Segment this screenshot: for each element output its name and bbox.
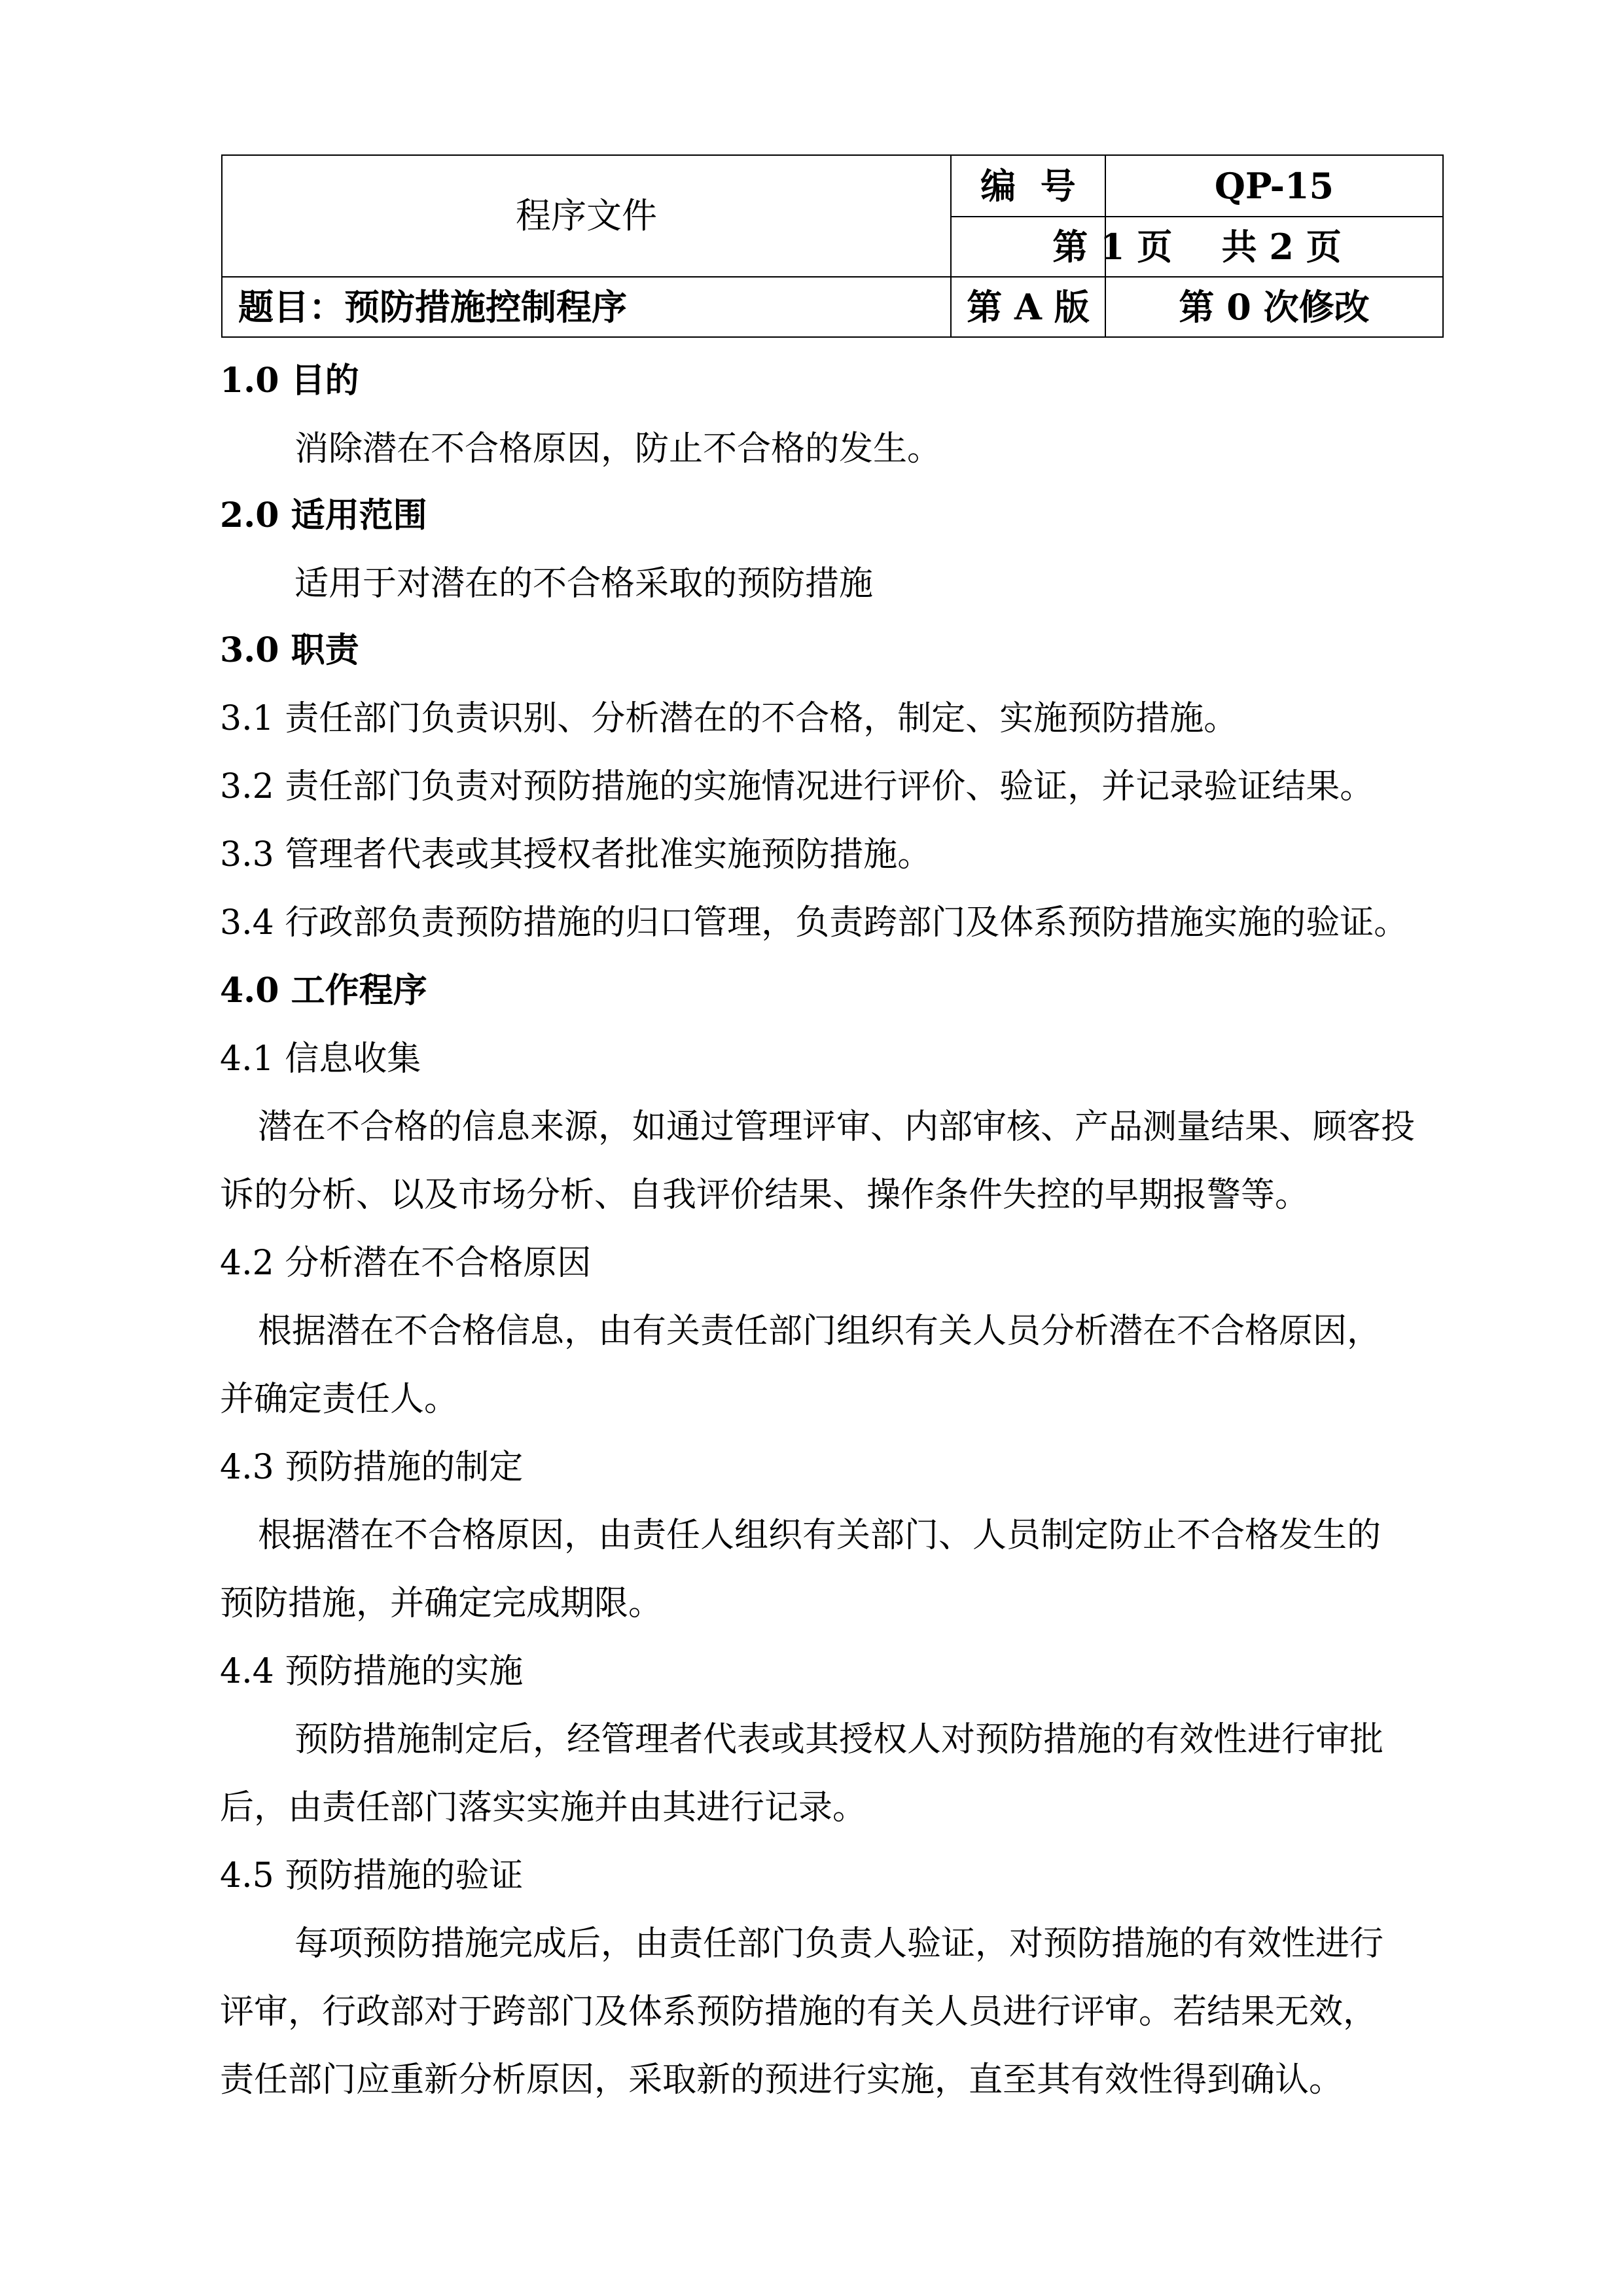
- paragraph: 适用于对潜在的不合格采取的预防措施: [294, 564, 874, 603]
- paragraph: 根据潜在不合格原因，由责任人组织有关部门、人员制定防止不合格发生的: [258, 1516, 1382, 1555]
- section-title: 1.0 目的: [220, 361, 359, 401]
- number-value: QP-15: [1214, 165, 1334, 207]
- page-info: 第 1 页 共 2 页: [1052, 226, 1342, 268]
- list-item: 3.2 责任部门负责对预防措施的实施情况进行评价、验证，并记录验证结果。: [220, 767, 1374, 806]
- paragraph: 后，由责任部门落实实施并由其进行记录。: [220, 1788, 867, 1827]
- paragraph: 每项预防措施完成后，由责任部门负责人验证，对预防措施的有效性进行: [294, 1924, 1384, 1964]
- paragraph: 诉的分析、以及市场分析、自我评价结果、操作条件失控的早期报警等。: [220, 1175, 1310, 1215]
- number-label: 编 号: [980, 165, 1076, 207]
- list-item: 3.3 管理者代表或其授权者批准实施预防措施。: [220, 835, 932, 874]
- list-item: 3.1 责任部门负责识别、分析潜在的不合格，制定、实施预防措施。: [220, 699, 1238, 738]
- paragraph: 预防措施，并确定完成期限。: [220, 1584, 663, 1623]
- paragraph: 预防措施制定后，经管理者代表或其授权人对预防措施的有效性进行审批: [294, 1720, 1384, 1759]
- doc-type: 程序文件: [516, 195, 657, 236]
- subsection-title: 4.1 信息收集: [220, 1039, 421, 1079]
- section-title: 3.0 职责: [220, 630, 359, 670]
- revision: 第 0 次修改: [1179, 286, 1370, 328]
- paragraph: 并确定责任人。: [220, 1380, 459, 1419]
- list-item: 3.4 行政部负责预防措施的归口管理，负责跨部门及体系预防措施实施的验证。: [220, 903, 1408, 942]
- paragraph: 潜在不合格的信息来源，如通过管理评审、内部审核、产品测量结果、顾客投: [258, 1107, 1416, 1147]
- paragraph: 根据潜在不合格信息，由有关责任部门组织有关人员分析潜在不合格原因，: [258, 1312, 1382, 1351]
- subsection-title: 4.5 预防措施的验证: [220, 1856, 524, 1895]
- subsection-title: 4.3 预防措施的制定: [220, 1448, 524, 1487]
- paragraph: 责任部门应重新分析原因，采取新的预进行实施，直至其有效性得到确认。: [220, 2060, 1344, 2100]
- subject: 题目：预防措施控制程序: [238, 286, 627, 328]
- header-table: [221, 154, 1444, 338]
- subsection-title: 4.4 预防措施的实施: [220, 1652, 524, 1691]
- section-title: 2.0 适用范围: [220, 495, 427, 535]
- paragraph: 评审，行政部对于跨部门及体系预防措施的有关人员进行评审。若结果无效，: [220, 1992, 1378, 2032]
- section-title: 4.0 工作程序: [220, 971, 427, 1011]
- subsection-title: 4.2 分析潜在不合格原因: [220, 1244, 592, 1283]
- edition: 第 A 版: [967, 286, 1090, 328]
- paragraph: 消除潜在不合格原因，防止不合格的发生。: [294, 429, 942, 469]
